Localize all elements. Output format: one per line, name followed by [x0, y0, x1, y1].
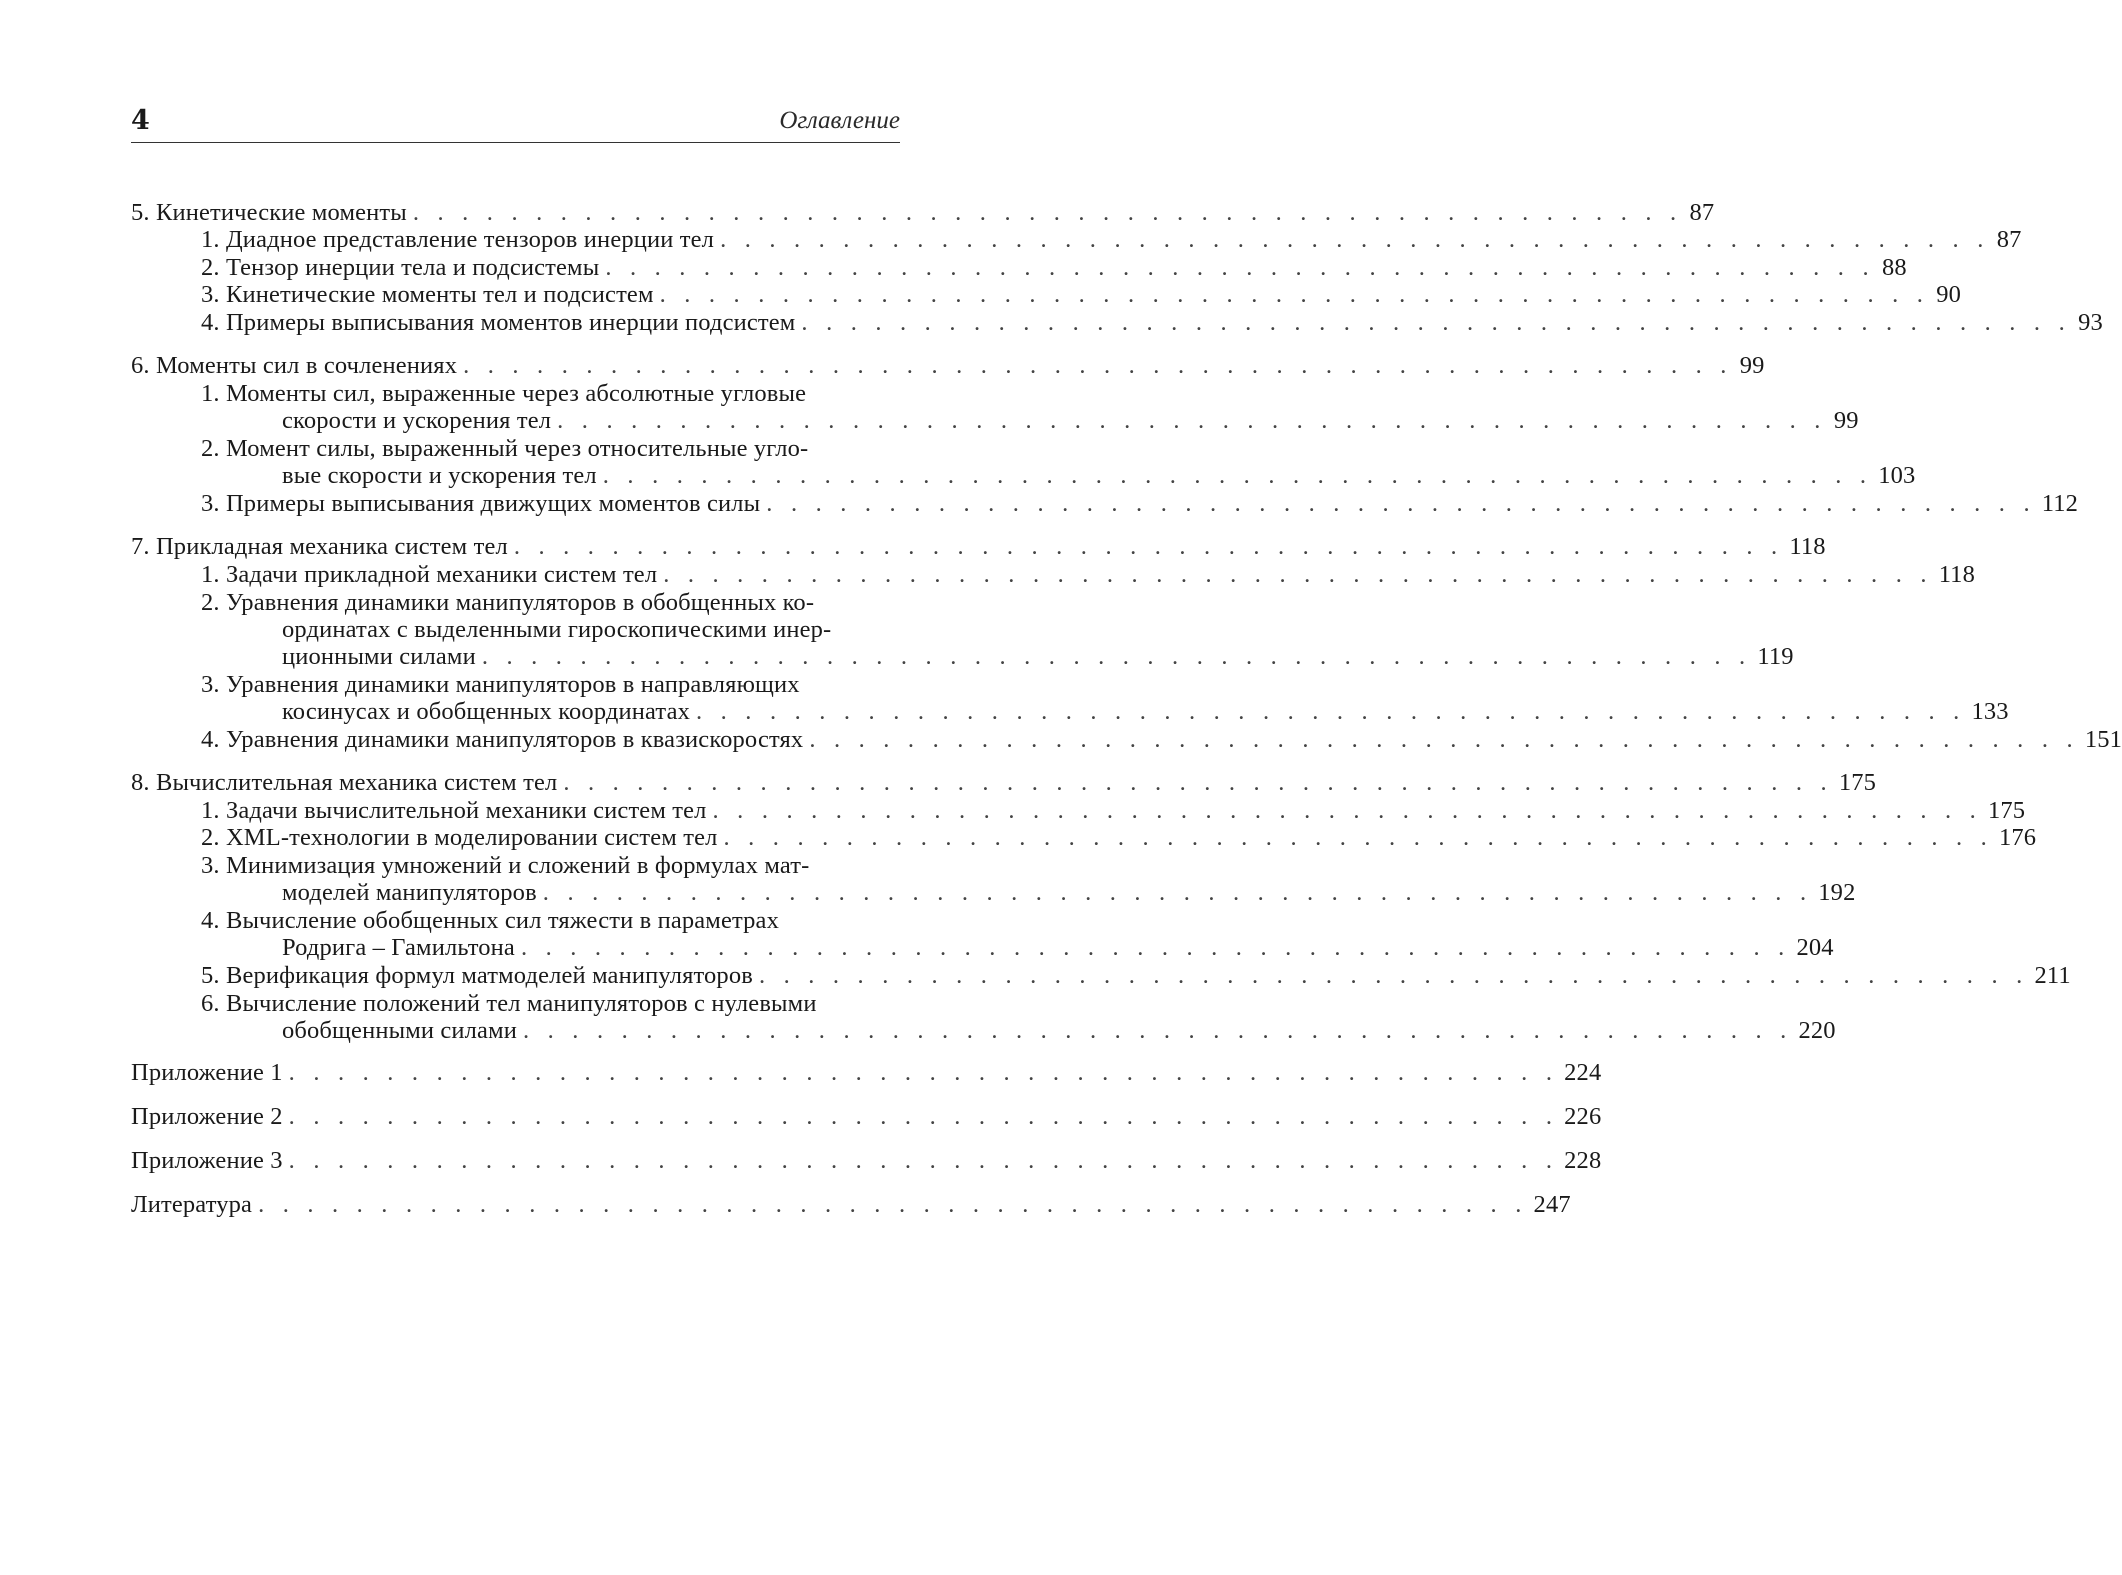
entry-page-number: 211 — [2034, 961, 2071, 989]
toc-chapter-entry — [131, 352, 1765, 381]
entry-title: Приложение 3 — [131, 1146, 283, 1174]
toc-subentry — [131, 990, 900, 1018]
entry-page-number: 247 — [1533, 1190, 1571, 1218]
entry-page-number: 192 — [1818, 879, 1856, 906]
entry-page-number: 112 — [2041, 489, 2079, 517]
toc-chapter-entry — [131, 769, 1877, 798]
toc-chapter-entry — [131, 533, 1826, 562]
toc-section — [131, 533, 2122, 754]
entry-page-number: 99 — [1833, 407, 1859, 434]
entry-title: 2. Уравнения динамики манипуляторов в обобщенных ко- — [201, 588, 815, 616]
toc-subentry — [131, 226, 2022, 255]
toc-subentry — [131, 380, 900, 408]
toc-section — [131, 352, 2079, 518]
dot-leader: . . . . . . . . . . . . . . . . . . . . . . . . . . . . . . . . . . . . . . . . . . . . . . . . . . . . — [696, 698, 1966, 725]
entry-title: Родрига – Гамильтона — [282, 934, 515, 961]
entry-title: вые скорости и ускорения тел — [282, 462, 597, 489]
toc-subentry-continuation — [131, 462, 1916, 491]
entry-title: 1. Задачи прикладной механики систем тел — [201, 560, 658, 588]
toc-subentry-continuation — [131, 643, 1794, 672]
entry-page-number: 103 — [1878, 462, 1916, 489]
dot-leader: . . . . . . . . . . . . . . . . . . . . . . . . . . . . . . . . . . . . . . . . . . . . . . . . . . . . — [288, 1146, 1559, 1174]
entry-page-number: 118 — [1938, 560, 1975, 588]
entry-page-number: 119 — [1757, 643, 1794, 670]
dot-leader: . . . . . . . . . . . . . . . . . . . . . . . . . . . . . . . . . . . . . . . . . . . . . . . . . . . . — [602, 462, 1873, 489]
entry-title: скорости и ускорения тел — [282, 407, 552, 434]
toc-appendix — [131, 1146, 1602, 1175]
dot-leader: . . . . . . . . . . . . . . . . . . . . . . . . . . . . . . . . . . . . . . . . . . . . . . . . . . . . — [605, 253, 1875, 281]
toc-subentry — [131, 907, 900, 935]
entry-title: 3. Примеры выписывания движущих моментов силы — [201, 489, 761, 517]
toc-subentry — [131, 253, 1907, 282]
entry-page-number: 176 — [1998, 824, 2037, 851]
entry-page-number: 175 — [1838, 769, 1877, 796]
toc-subentry — [131, 796, 2026, 825]
dot-leader: . . . . . . . . . . . . . . . . . . . . . . . . . . . . . . . . . . . . . . . . . . . . . . . . . . . . — [258, 1190, 1528, 1218]
toc-subentry-continuation — [131, 934, 1834, 963]
entry-title: Приложение 2 — [131, 1102, 283, 1130]
toc-subentry — [131, 489, 2079, 518]
entry-title: 6. Вычисление положений тел манипуляторов с нулевыми — [201, 989, 817, 1017]
entry-title: 1. Моменты сил, выраженные через абсолютные угловые — [201, 380, 807, 407]
entry-page-number: 99 — [1739, 352, 1765, 379]
entry-title: моделей манипуляторов — [282, 879, 537, 906]
toc-appendix-entry — [131, 1058, 1602, 1087]
toc-subentry — [131, 281, 1962, 310]
dot-leader: . . . . . . . . . . . . . . . . . . . . . . . . . . . . . . . . . . . . . . . . . . . . . . . . . . . . — [801, 308, 2071, 336]
entry-title: обобщенными силами — [282, 1016, 517, 1044]
entry-title: 3. Уравнения динамики манипуляторов в направляющих — [201, 671, 800, 698]
toc-appendix-entry — [131, 1146, 1602, 1175]
dot-leader: . . . . . . . . . . . . . . . . . . . . . . . . . . . . . . . . . . . . . . . . . . . . . . . . . . . . — [712, 796, 1982, 824]
entry-title: 6. Моменты сил в сочленениях — [131, 352, 458, 379]
toc-subentry-continuation — [131, 879, 1856, 908]
toc-subentry-continuation — [131, 698, 2009, 727]
running-head: Оглавление — [779, 107, 900, 134]
dot-leader: . . . . . . . . . . . . . . . . . . . . . . . . . . . . . . . . . . . . . . . . . . . . . . . . . . . . — [513, 533, 1784, 560]
entry-title: 1. Задачи вычислительной механики систем тел — [201, 796, 707, 824]
toc-appendix-entry — [131, 1102, 1602, 1131]
entry-title: косинусах и обобщенных координатах — [282, 698, 690, 725]
entry-page-number: 224 — [1564, 1058, 1602, 1086]
toc-subentry — [131, 852, 900, 880]
dot-leader: . . . . . . . . . . . . . . . . . . . . . . . . . . . . . . . . . . . . . . . . . . . . . . . . . . . . — [288, 1102, 1559, 1130]
entry-page-number: 88 — [1881, 253, 1907, 281]
table-of-contents — [131, 198, 2122, 1237]
toc-subentry — [131, 560, 1975, 589]
entry-page-number: 151 — [2084, 725, 2122, 753]
dot-leader: . . . . . . . . . . . . . . . . . . . . . . . . . . . . . . . . . . . . . . . . . . . . . . . . . . . . — [809, 725, 2079, 753]
entry-title: 3. Минимизация умножений и сложений в формулах мат- — [201, 852, 810, 879]
toc-appendix — [131, 1102, 1602, 1131]
entry-page-number: 90 — [1936, 281, 1962, 308]
page-header — [131, 104, 900, 143]
entry-page-number: 118 — [1789, 533, 1826, 560]
dot-leader: . . . . . . . . . . . . . . . . . . . . . . . . . . . . . . . . . . . . . . . . . . . . . . . . . . . . — [288, 1058, 1559, 1086]
dot-leader: . . . . . . . . . . . . . . . . . . . . . . . . . . . . . . . . . . . . . . . . . . . . . . . . . . . . — [481, 643, 1752, 670]
entry-page-number: 133 — [1971, 698, 2009, 725]
dot-leader: . . . . . . . . . . . . . . . . . . . . . . . . . . . . . . . . . . . . . . . . . . . . . . . . . . . . — [723, 824, 1993, 851]
page-number: 4 — [131, 105, 150, 136]
dot-leader: . . . . . . . . . . . . . . . . . . . . . . . . . . . . . . . . . . . . . . . . . . . . . . . . . . . . — [412, 198, 1683, 226]
entry-title: Приложение 1 — [131, 1058, 283, 1086]
entry-title: 5. Верификация формул матмоделей манипуляторов — [201, 961, 753, 989]
toc-subentry — [131, 589, 900, 617]
entry-title: 4. Примеры выписывания моментов инерции подсистем — [201, 308, 796, 336]
toc-subentry — [131, 824, 2037, 853]
toc-section — [131, 769, 2071, 1045]
dot-leader: . . . . . . . . . . . . . . . . . . . . . . . . . . . . . . . . . . . . . . . . . . . . . . . . . . . . — [758, 961, 2029, 989]
entry-page-number: 175 — [1988, 796, 2026, 824]
entry-title: 4. Вычисление обобщенных сил тяжести в параметрах — [201, 907, 779, 934]
entry-title: 2. XML-технологии в моделировании систем тел — [201, 824, 718, 851]
toc-subentry — [131, 961, 2071, 990]
entry-title: 4. Уравнения динамики манипуляторов в квазискоростях — [201, 725, 804, 753]
dot-leader: . . . . . . . . . . . . . . . . . . . . . . . . . . . . . . . . . . . . . . . . . . . . . . . . . . . . — [520, 934, 1791, 961]
entry-title: 5. Кинетические моменты — [131, 198, 407, 226]
dot-leader: . . . . . . . . . . . . . . . . . . . . . . . . . . . . . . . . . . . . . . . . . . . . . . . . . . . . — [563, 769, 1833, 796]
entry-page-number: 226 — [1564, 1102, 1602, 1130]
toc-subentry-continuation — [131, 616, 900, 644]
toc-subentry — [131, 725, 2122, 754]
toc-subentry — [131, 435, 900, 463]
entry-page-number: 93 — [2078, 308, 2103, 336]
dot-leader: . . . . . . . . . . . . . . . . . . . . . . . . . . . . . . . . . . . . . . . . . . . . . . . . . . . . — [523, 1016, 1793, 1044]
entry-title: 8. Вычислительная механика систем тел — [131, 769, 558, 796]
toc-appendix-entry — [131, 1190, 1571, 1219]
entry-title: 2. Тензор инерции тела и подсистемы — [201, 253, 600, 281]
dot-leader: . . . . . . . . . . . . . . . . . . . . . . . . . . . . . . . . . . . . . . . . . . . . . . . . . . . . — [542, 879, 1813, 906]
entry-page-number: 228 — [1564, 1146, 1602, 1174]
entry-title: 7. Прикладная механика систем тел — [131, 533, 508, 560]
entry-title: Литература — [131, 1190, 253, 1218]
dot-leader: . . . . . . . . . . . . . . . . . . . . . . . . . . . . . . . . . . . . . . . . . . . . . . . . . . . . — [663, 560, 1933, 588]
toc-chapter-entry — [131, 198, 1715, 227]
entry-title: 1. Диадное представление тензоров инерции тел — [201, 226, 715, 253]
toc-appendix — [131, 1058, 1602, 1087]
entry-page-number: 87 — [1996, 226, 2022, 253]
dot-leader: . . . . . . . . . . . . . . . . . . . . . . . . . . . . . . . . . . . . . . . . . . . . . . . . . . . . — [463, 352, 1733, 379]
entry-title: ординатах с выделенными гироскопическими инер- — [282, 616, 832, 643]
entry-title: ционными силами — [282, 643, 476, 670]
entry-title: 2. Момент силы, выраженный через относительные угло- — [201, 435, 809, 462]
toc-appendix — [131, 1190, 1571, 1219]
dot-leader: . . . . . . . . . . . . . . . . . . . . . . . . . . . . . . . . . . . . . . . . . . . . . . . . . . . . — [659, 281, 1930, 308]
entry-page-number: 204 — [1796, 934, 1834, 961]
toc-subentry — [131, 671, 900, 699]
toc-subentry-continuation — [131, 407, 1859, 436]
dot-leader: . . . . . . . . . . . . . . . . . . . . . . . . . . . . . . . . . . . . . . . . . . . . . . . . . . . . — [720, 226, 1990, 253]
entry-page-number: 87 — [1689, 198, 1715, 226]
toc-section — [131, 198, 2103, 337]
toc-subentry-continuation — [131, 1016, 1836, 1045]
dot-leader: . . . . . . . . . . . . . . . . . . . . . . . . . . . . . . . . . . . . . . . . . . . . . . . . . . . . — [557, 407, 1827, 434]
dot-leader: . . . . . . . . . . . . . . . . . . . . . . . . . . . . . . . . . . . . . . . . . . . . . . . . . . . . — [766, 489, 2036, 517]
toc-subentry — [131, 308, 2103, 337]
entry-title: 3. Кинетические моменты тел и подсистем — [201, 281, 654, 308]
entry-page-number: 220 — [1798, 1016, 1836, 1044]
